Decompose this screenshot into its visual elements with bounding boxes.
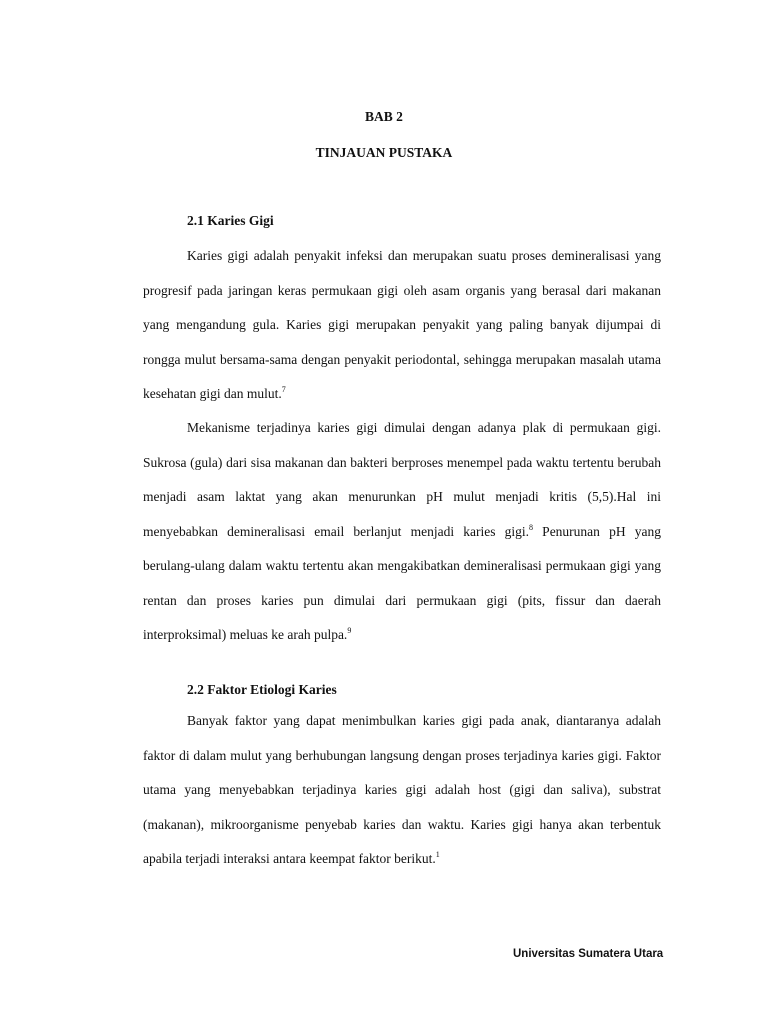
section-heading-karies-gigi: 2.1 Karies Gigi (187, 213, 274, 228)
paragraph-etiologi (143, 704, 661, 877)
paragraph-text: Karies gigi adalah penyakit infeksi dan merupakan suatu proses demineralisasi yang progresif pada jaringan keras permukaan gigi oleh asam organis yang berasal dari makanan yang mengandung gula. Karies gigi merupakan penyakit yang paling banyak dijumpai di rongga mulut bersama-sama dengan penyakit periodontal, sehingga merupakan masalah utama kesehatan gigi dan mulut. (143, 248, 661, 401)
chapter-label: BAB 2 (365, 109, 403, 124)
footnote-ref: 1 (435, 850, 440, 859)
paragraph-karies-mechanism (143, 411, 661, 653)
section-heading-etiologi: 2.2 Faktor Etiologi Karies (187, 682, 337, 697)
footnote-ref: 9 (347, 626, 352, 635)
page-footer: Universitas Sumatera Utara (513, 948, 664, 960)
paragraph-text: Penurunan pH yang berulang-ulang dalam waktu tertentu akan mengakibatkan demineralisasi permukaan gigi yang rentan dan proses karies pun dimulai dari permukaan gigi (pits, fissur dan daerah interproksimal) meluas ke arah pulpa. (143, 523, 661, 642)
paragraph-text: Mekanisme terjadinya karies gigi dimulai dengan adanya plak di permukaan gigi. Sukrosa (gula) dari sisa makanan dan bakteri berproses menempel pada waktu tertentu berubah menjadi asam laktat yang akan menurunkan pH mulut menjadi kritis (5,5).Hal ini menyebabkan demineralisasi email berlanjut menjadi karies gigi. (143, 420, 661, 539)
chapter-title: TINJAUAN PUSTAKA (315, 145, 453, 160)
paragraph-text: Banyak faktor yang dapat menimbulkan karies gigi pada anak, diantaranya adalah faktor di dalam mulut yang berhubungan langsung dengan proses terjadinya karies gigi. Faktor utama yang menyebabkan terjadinya karies gigi adalah host (gigi dan saliva), substrat (makanan), mikroorganisme penyebab karies dan waktu. Karies gigi hanya akan terbentuk apabila terjadi interaksi antara keempat faktor berikut. (143, 713, 661, 866)
footnote-ref: 7 (281, 385, 286, 394)
footnote-ref: 8 (529, 522, 534, 532)
paragraph-karies-definition (143, 239, 661, 412)
